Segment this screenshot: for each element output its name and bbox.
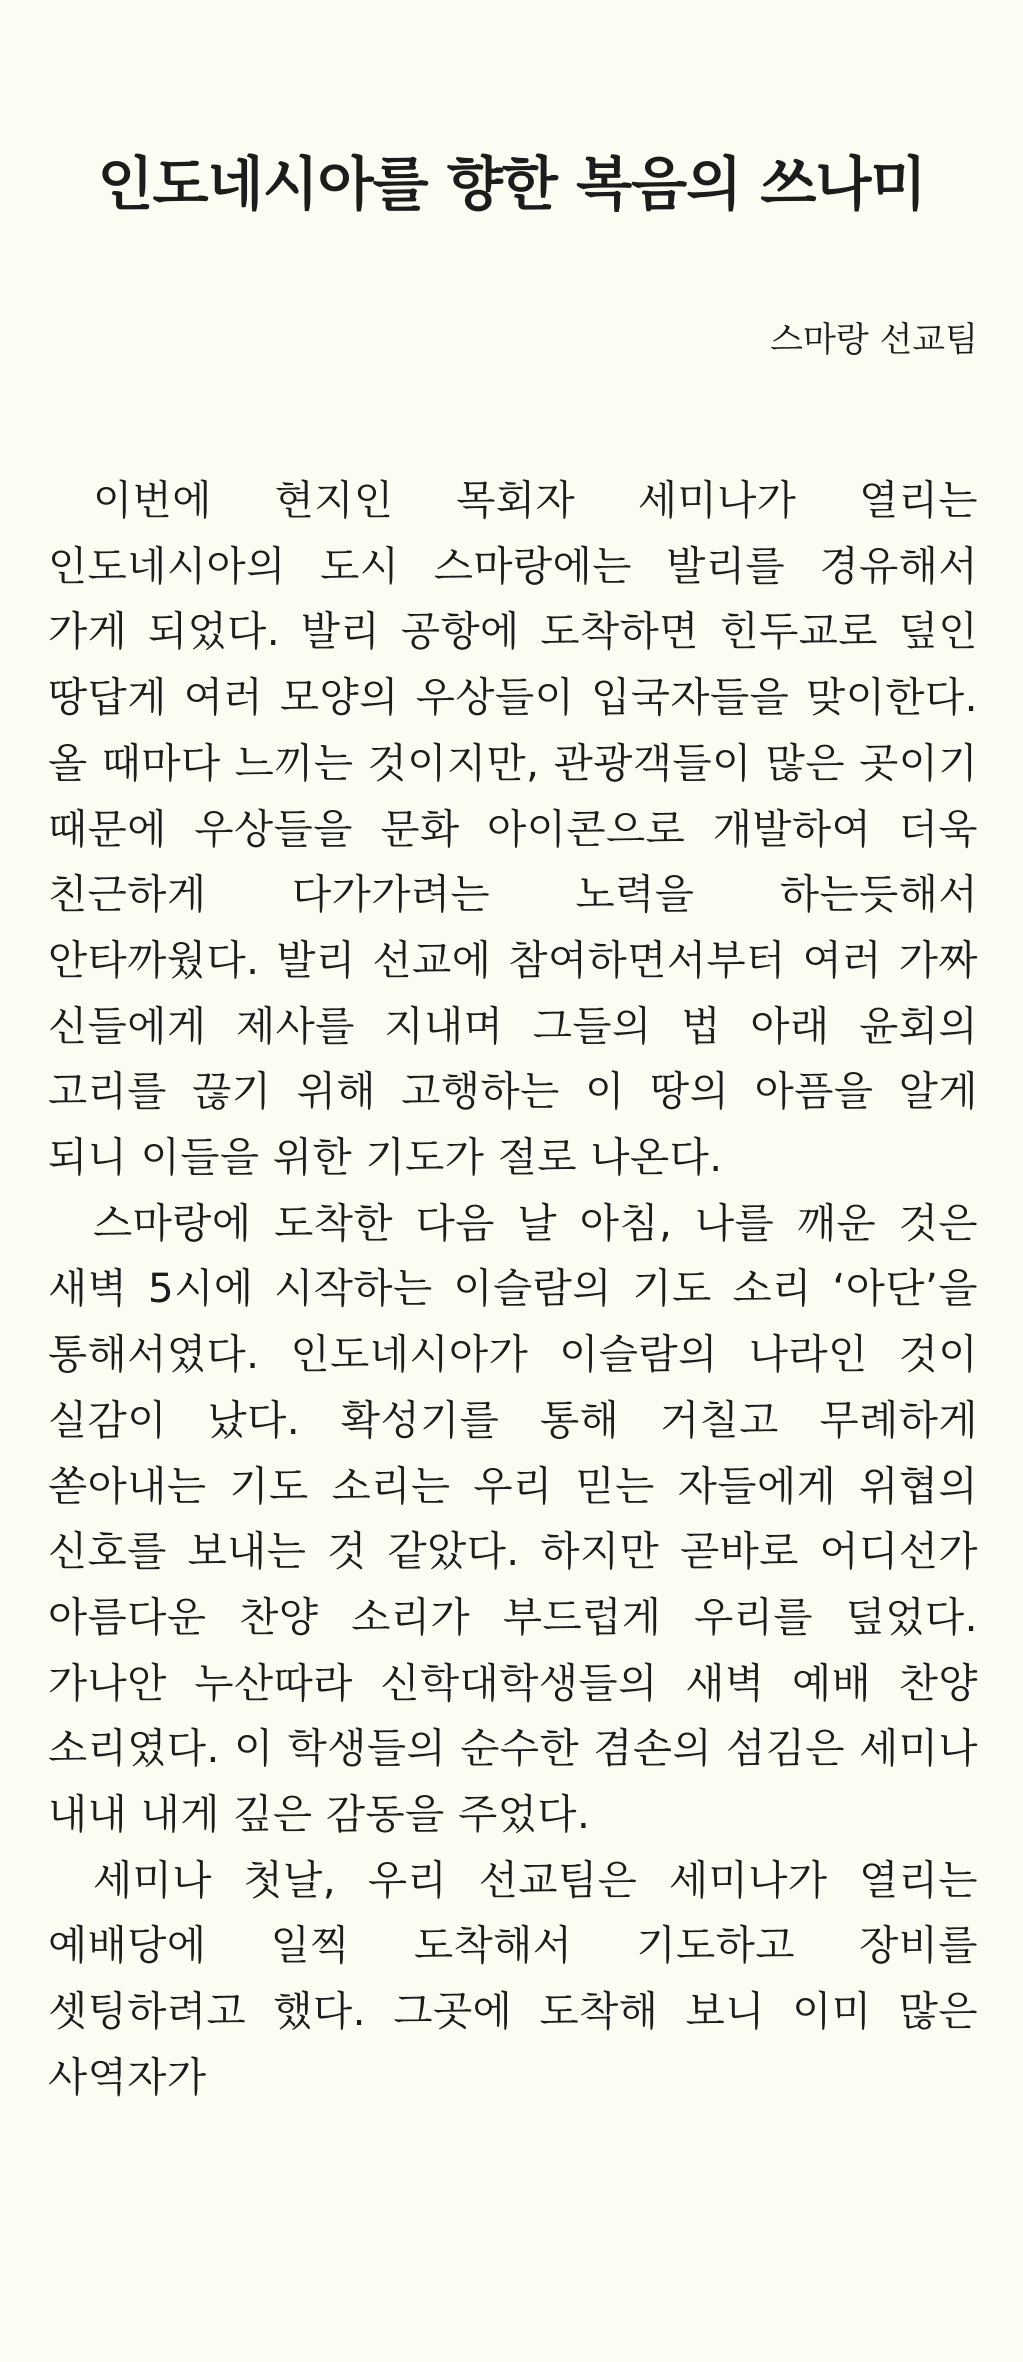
body-paragraph: 세미나 첫날, 우리 선교팀은 세미나가 열리는 예배당에 일찍 도착해서 기도하고 장비를 셋팅하려고 했다. 그곳에 도착해 보니 이미 많은 사역자가 bbox=[48, 1855, 978, 2101]
article-body bbox=[48, 468, 978, 2111]
article-author: 스마랑 선교팀 bbox=[770, 320, 978, 360]
article-title: 인도네시아를 향한 복음의 쓰나미 bbox=[97, 150, 926, 218]
body-paragraph: 이번에 현지인 목회자 세미나가 열리는 인도네시아의 도시 스마랑에는 발리를 경유해서 가게 되었다. 발리 공항에 도착하면 힌두교로 덮인 땅답게 여러 모양의 우상들이 입국자들을 맞이한다. 올 때마다 느끼는 것이지만, 관광객들이 많은 곳이기 때문에 우상들을 문화 아이콘으로 개발하여 더욱 친근하게 다가가려는 노력을 하는듯해서 안타까웠다. 발리 선교에 참여하면서부터 여러 가짜 신들에게 제사를 지내며 그들의 법 아래 윤회의 고리를 끊기 위해 고행하는 이 땅의 아픔을 알게 되니 이들을 위한 기도가 절로 나온다. bbox=[48, 476, 978, 1182]
body-paragraph: 스마랑에 도착한 다음 날 아침, 나를 깨운 것은 새벽 5시에 시작하는 이슬람의 기도 소리 ‘아단’을 통해서였다. 인도네시아가 이슬람의 나라인 것이 실감이 났다. 확성기를 통해 거칠고 무례하게 쏟아내는 기도 소리는 우리 믿는 자들에게 위협의 신호를 보내는 것 같았다. 하지만 곧바로 어디선가 아름다운 찬양 소리가 부드럽게 우리를 덮었다. 가나안 누산따라 신학대학생들의 새벽 예배 찬양 소리였다. 이 학생들의 순수한 겸손의 섬김은 세미나 내내 내게 깊은 감동을 주었다. bbox=[48, 1198, 978, 1839]
